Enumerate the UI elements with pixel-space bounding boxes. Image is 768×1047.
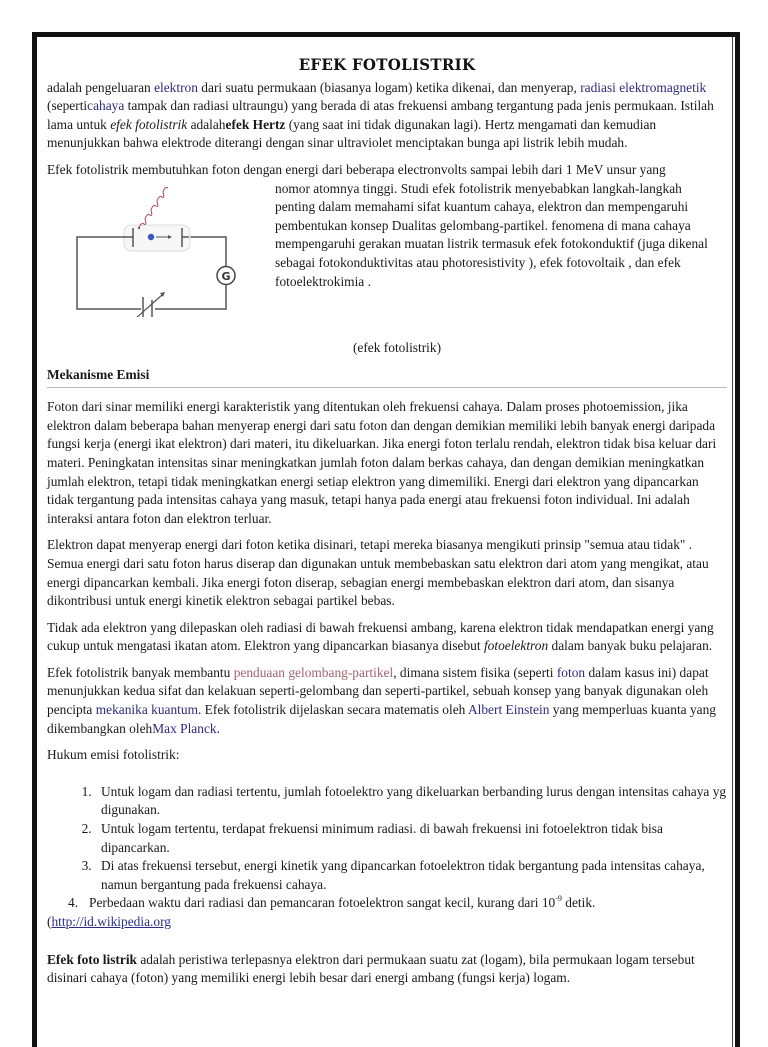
link-cahaya[interactable]: cahaya — [87, 98, 125, 114]
link-albert-einstein[interactable]: Albert Einstein — [467, 702, 550, 718]
mechanism-paragraph-4: Efek fotolistrik banyak membantu penduaan gelombang-partikel, dimana sistem fisika (seperti foton dalam kasus ini) dapat menunjukkan kedua sifat dan kelakuan seperti-gelombang dan seperti-partikel, sebuah konsep yang banyak digunakan oleh pencipta mekanika kuantum. Efek fotolistrik dijelaskan secara matematis oleh Albert Einstein yang memperluas kuanta yang dikembangkan olehMax Planck. — [47, 664, 716, 736]
definition-paragraph: Efek foto listrik adalah peristiwa terlepasnya elektron dari permukaan suatu zat (logam), bila permukaan logam tersebut disinari cahaya (foton) yang memiliki energi lebih besar dari energi ambang (fungsi kerja) logam. — [47, 951, 695, 986]
electron-icon — [148, 234, 154, 240]
mechanism-paragraph-3: Tidak ada elektron yang dilepaskan oleh radiasi di bawah frekuensi ambang, karena elektron tidak mendapatkan energi yang cukup untuk mengatasi ikatan atom. Elektron yang dipancarkan biasanya disebut fotoelektron dalam banyak buku pelajaran. — [47, 619, 714, 654]
law-item-4: 4. Perbedaan waktu dari radiasi dan pemancaran fotoelektron sangat kecil, kurang dari $10^{-9}$ detik. — [68, 894, 596, 911]
definition-term: Efek foto listrik — [47, 951, 138, 967]
link-elektron[interactable]: elektron — [154, 79, 198, 95]
galvanometer-label: G — [221, 269, 231, 283]
law-item: 3. Di atas frekuensi tersebut, energi kinetik yang dipancarkan fotoelektron tidak bergantung pada intensitas cahaya, namun bergantung pada frekuensi cahaya. — [95, 857, 727, 894]
law-item: 2. Untuk logam tertentu, terdapat frekuensi minimum radiasi. di bawah frekuensi ini fotoelektron tidak bisa dipancarkan. — [95, 820, 727, 857]
italic-term: efek fotolistrik — [110, 116, 188, 132]
law-item: 1. Untuk logam dan radiasi tertentu, jumlah fotoelektro yang dikeluarkan berbanding lurus dengan intensitas cahaya yg digunakan. — [95, 783, 727, 820]
link-radiasi-elektromagnetik[interactable]: radiasi elektromagnetik — [580, 79, 707, 95]
source-citation: (http://id.wikipedia.org — [47, 914, 171, 929]
laws-heading: Hukum emisi fotolistrik: — [47, 747, 180, 763]
intro-paragraph: adalah pengeluaran elektron dari suatu permukaan (biasanya logam) ketika dikenai, dan menyerap, radiasi elektromagnetik (seperticahaya tampak dan radiasi ultraungu) yang berada di atas frekuensi ambang tergantung pada jenis permukaan. Istilah lama untuk efek fotolistrik adalahefek Hertz (yang saat ini tidak digunakan lagi). Hertz mengamati dan kemudian menunjukkan bahwa elektrode diterangi dengan sinar ultraviolet menciptakan bunga api listrik lebih mudah. — [47, 79, 714, 151]
section-divider — [47, 387, 727, 388]
mechanism-paragraph-2: Elektron dapat menyerap energi dari foton ketika disinari, tetapi mereka biasanya mengikuti prinsip "semua atau tidak" . Semua energi dari satu foton harus diserap dan digunakan untuk membebaskan satu elektron dari atom yang mengikat, atau energi dipancarkan kembali. Jika energi foton diserap, sebagian energi membebaskan elektron dari atom, dan sisanya dikontribusi untuk energi kinetik elektron sebagai partikel bebas. — [47, 537, 709, 609]
link-penduaan-gelombang-partikel[interactable]: penduaan gelombang-partikel — [233, 664, 394, 680]
exponent: -9 — [555, 894, 562, 904]
link-max-planck[interactable]: Max Planck — [152, 720, 217, 736]
mechanism-paragraph-1: Foton dari sinar memiliki energi karakteristik yang ditentukan oleh frekuensi cahaya. Dalam proses photoemission, jika elektron dalam beberapa bahan menyerap energi dari satu foton dan dengan demikian memiliki lebih banyak energi daripada fungsi kerja (energi ikat elektron) dari materi, itu dikeluarkan. Jika energi foton terlalu rendah, elektron tidak bisa keluar dari materi. Peningkatan intensitas sinar meningkatkan jumlah foton dalam berkas cahaya, dan dengan demikian meningkatkan jumlah elektron, tetapi tidak meningkatkan energi setiap elektron yang dimemiliki. Energi dari elektron yang dipancarkan tidak tergantung pada intensitas cahaya yang masuk, tetapi hanya pada energi atau frekuensi foton individual. Ini adalah interaksi antara foton dan elektron terluar. — [47, 399, 717, 526]
document-body — [47, 52, 727, 996]
photoelectric-circuit-diagram — [47, 187, 247, 317]
paragraph-2-first-line: Efek fotolistrik membutuhkan foton dengan energi dari beberapa electronvolts sampai lebih dari 1 MeV unsur yang — [47, 161, 666, 177]
section-heading: Mekanisme Emisi — [47, 366, 150, 382]
figure-caption: (efek fotolistrik) — [352, 339, 442, 355]
figure-with-text — [47, 161, 727, 339]
link-wikipedia-source[interactable]: http://id.wikipedia.org — [51, 914, 171, 929]
photon-wave-icon — [139, 187, 168, 228]
paragraph-2-wrapped-text: nomor atomnya tinggi. Studi efek fotolistrik menyebabkan langkah-langkah penting dalam memahami sifat kuantum cahaya, elektron dan mempengaruhi pembentukan konsep Dualitas gelombang-partikel. fenomena di mana cahaya mempengaruhi gerakan muatan listrik termasuk efek fotokonduktif (juga dikenal sebagai fotokonduktivitas atau photoresistivity ), efek fotovoltaik , dan efek fotoelektrokimia . — [275, 180, 708, 289]
document-title: EFEK FOTOLISTRIK — [298, 55, 476, 75]
link-foton[interactable]: foton — [556, 664, 586, 680]
variable-arrow-icon — [135, 295, 162, 317]
phototube — [124, 225, 190, 251]
link-mekanika-kuantum[interactable]: mekanika kuantum — [95, 702, 198, 718]
bold-term: efek Hertz — [225, 116, 286, 132]
laws-list — [47, 783, 727, 895]
italic-fotoelektron: fotoelektron — [483, 638, 549, 654]
